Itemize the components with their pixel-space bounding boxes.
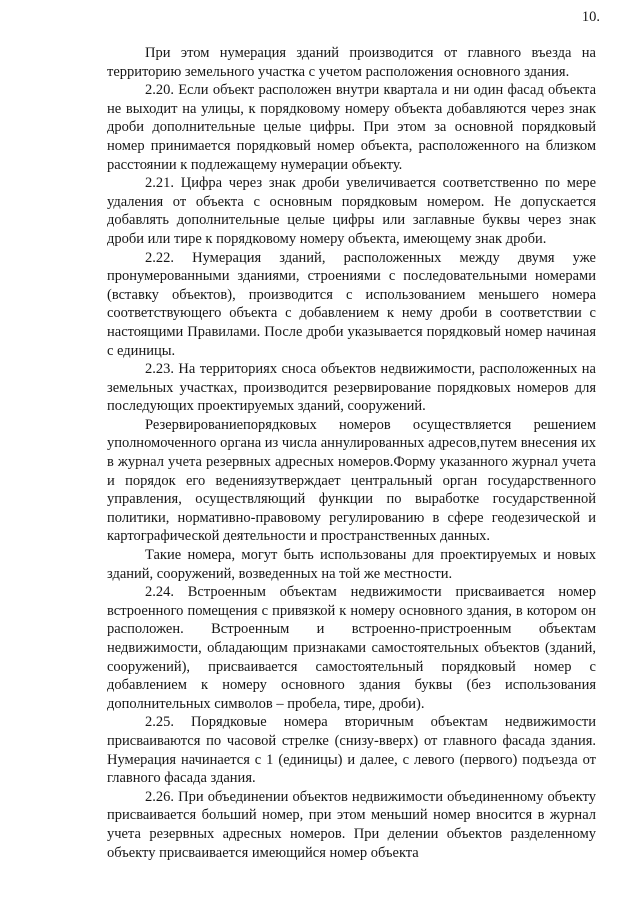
paragraph-2-25: 2.25. Порядковые номера вторичным объектам недвижимости присваиваются по часовой стрелке (снизу-вверх) от главного фасада здания. Нумерация начинается с 1 (единицы) и далее, с левого (первого) подъезда от главного фасада здания. xyxy=(107,714,596,787)
page-number: 10. xyxy=(581,9,600,25)
paragraph-reserved-numbers: Такие номера, могут быть использованы для проектируемых и новых зданий, сооружений, возведенных на той же местности. xyxy=(107,547,596,582)
paragraph-2-26: 2.26. При объединении объектов недвижимости объединенному объекту присваивается больший номер, при этом меньший номер вносится в журнал учета резервных адресных номеров. При делении объектов разделенному объекту присваивается имеющийся номер объекта xyxy=(107,788,596,861)
paragraph-2-23: 2.23. На территориях сноса объектов недвижимости, расположенных на земельных участках, производится резервирование порядковых номеров для последующих проектируемых зданий, сооружений. xyxy=(107,361,596,415)
paragraph-reservation: Резервированиепорядковых номеров осуществляется решением уполномоченного органа из числа аннулированных адресов,путем внесения их в журнал учета резервных адресных номеров.Форму указанного журнал учета и порядок его ведениязутверждает центральный орган государственного управления, осуществляющий функции по выработке государственной политики, нормативно-правовому регулированию в сфере геодезической и картографической деятельности и пространственных данных. xyxy=(107,416,596,545)
paragraph-2-24: 2.24. Встроенным объектам недвижимости присваивается номер встроенного помещения с привязкой к номеру основного здания, в котором он расположен. Встроенным и встроенно-пристроенным объектам недвижимости, обладающим признаками самостоятельных объектов (зданий, сооружений), присваивается самостоятельный порядковый номер с добавлением к номеру основного здания буквы (без использования дополнительных символов – пробела, тире, дроби). xyxy=(107,584,596,712)
paragraph-2-21: 2.21. Цифра через знак дроби увеличивается соответственно по мере удаления от объекта с основным порядковым номером. Не допускается добавлять дополнительные целые цифры или заглавные буквы через знак дроби или тире к порядковому номеру объекта, имеющему знак дроби. xyxy=(107,175,596,247)
paragraph-2-22: 2.22. Нумерация зданий, расположенных между двумя уже пронумерованными зданиями, строениями с последовательными номерами (вставку объектов), производится с использованием меньшего номера соответствующего объекта с добавлением к нему дроби в соответствии с настоящими Правилами. После дроби указывается порядковый номер начиная с единицы. xyxy=(107,249,596,359)
paragraph-intro: При этом нумерация зданий производится от главного въезда на территорию земельного участка с учетом расположения основного здания. xyxy=(107,45,596,80)
document-body xyxy=(107,44,596,862)
paragraph-2-20: 2.20. Если объект расположен внутри квартала и ни один фасад объекта не выходит на улицы, к порядковому номеру объекта добавляются через знак дроби дополнительные целые цифры. При этом за основной порядковый номер принимается порядковый номер объекта, расположенного на близком расстоянии к подлежащему нумерации объекту. xyxy=(107,82,596,173)
